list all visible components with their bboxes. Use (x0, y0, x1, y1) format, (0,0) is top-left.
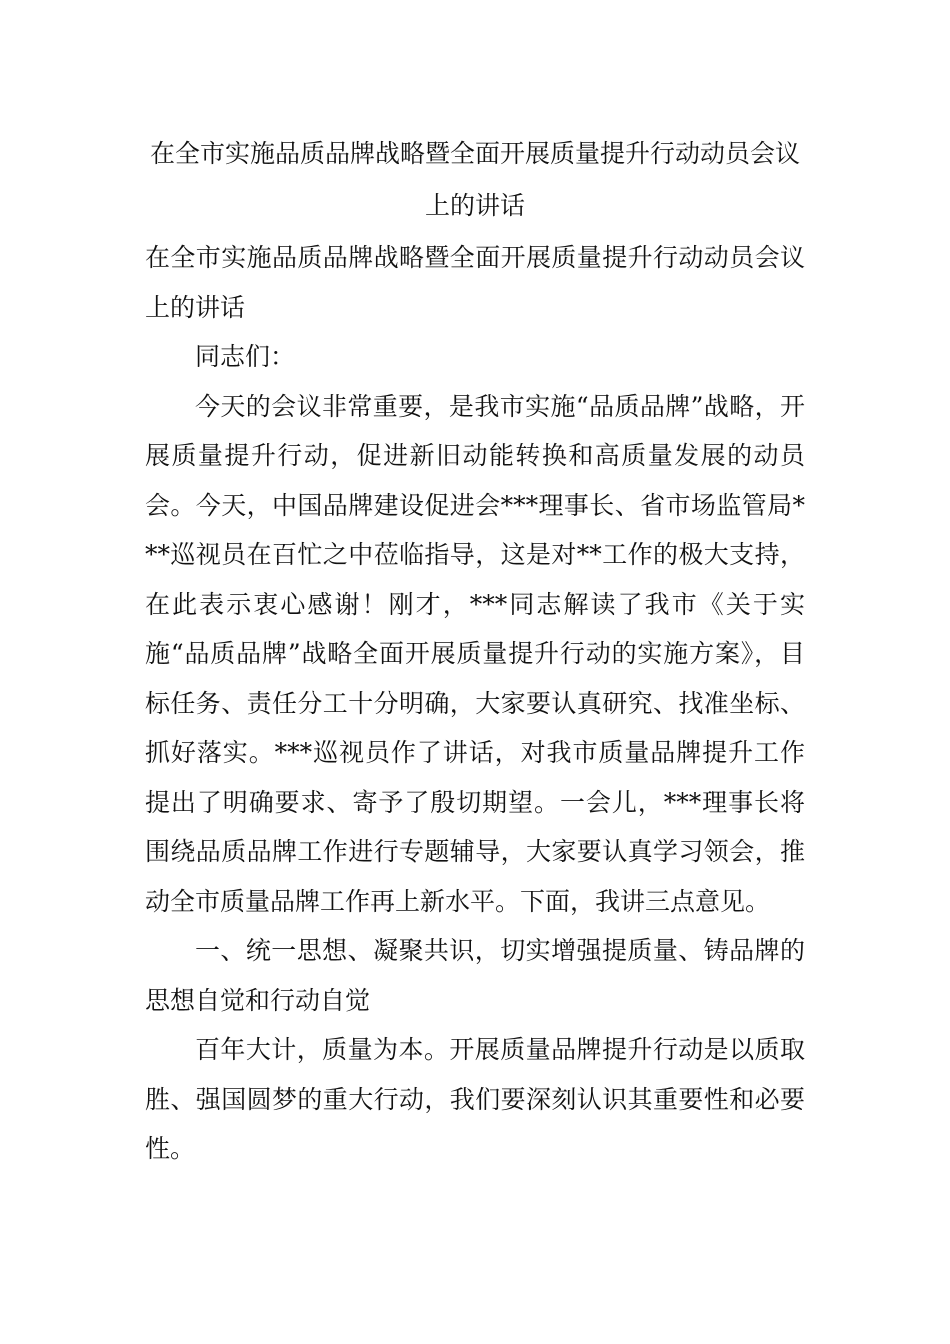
repeated-title: 在全市实施品质品牌战略暨全面开展质量提升行动动员会议上的讲话 (145, 243, 805, 322)
document-title-text: 在全市实施品质品牌战略暨全面开展质量提升行动动员会议上的讲话 (149, 139, 800, 220)
body-paragraph-2: 百年大计，质量为本。开展质量品牌提升行动是以质取胜、强国圆梦的重大行动，我们要深刻认识其重要性和必要性。 (145, 1035, 805, 1163)
salutation: 同志们： (195, 342, 296, 371)
body-paragraph-1: 今天的会议非常重要，是我市实施“品质品牌”战略，开展质量提升行动，促进新旧动能转换和高质量发展的动员会。今天，中国品牌建设促进会***理事长、省市场监管局***巡视员在百忙之中莅临指导，这是对**工作的极大支持，在此表示衷心感谢！刚才，***同志解读了我市《关于实施“品质品牌”战略全面开展质量提升行动的实施方案》，目标任务、责任分工十分明确，大家要认真研究、找准坐标、抓好落实。***巡视员作了讲话，对我市质量品牌提升工作提出了明确要求、寄予了殷切期望。一会儿，***理事长将围绕品质品牌工作进行专题辅导，大家要认真学习领会，推动全市质量品牌工作再上新水平。下面，我讲三点意见。 (145, 391, 805, 916)
document-title (145, 128, 805, 232)
document-body (145, 128, 805, 1174)
section-heading: 一、统一思想、凝聚共识，切实增强提质量、铸品牌的思想自觉和行动自觉 (145, 936, 805, 1015)
